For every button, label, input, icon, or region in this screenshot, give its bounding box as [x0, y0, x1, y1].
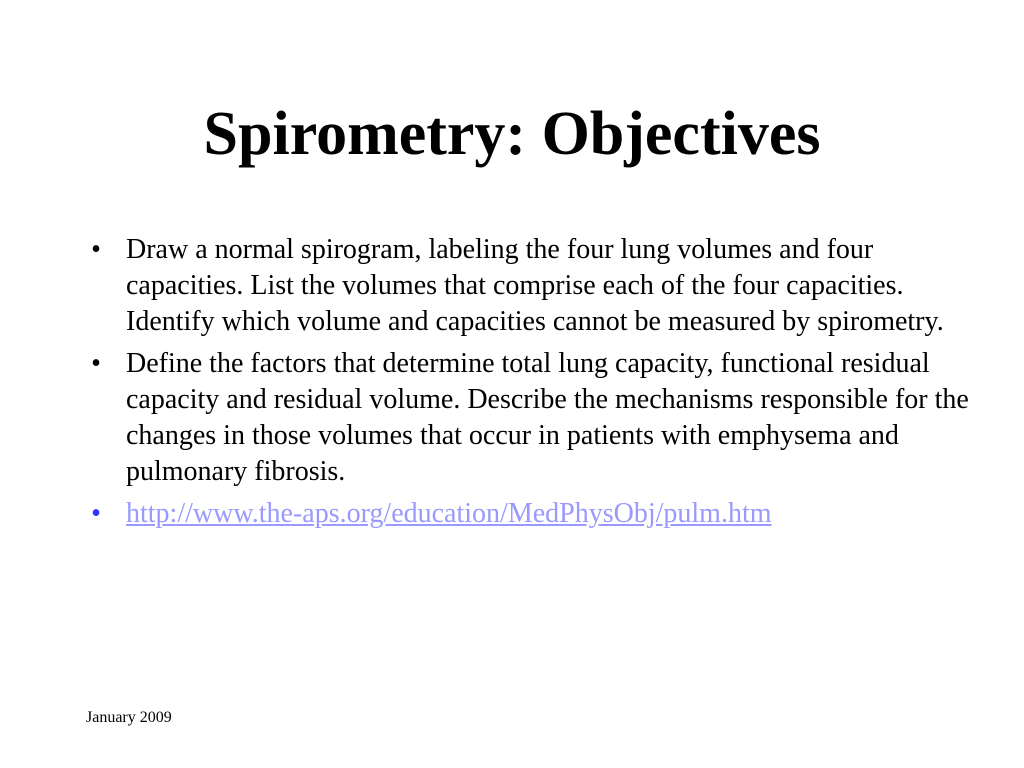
aps-objectives-link[interactable]: http://www.the-aps.org/education/MedPhysObj/pulm.htm [126, 498, 772, 529]
bullet-icon: • [91, 234, 101, 265]
slide-title: Spirometry: Objectives [203, 100, 821, 168]
objective-item-link [86, 496, 986, 532]
objective-item-spirogram [86, 232, 986, 340]
objectives-list [86, 232, 986, 538]
objective-text: Draw a normal spirogram, labeling the four lung volumes and four capacities. List the volumes that comprise each of the four capacities. Identify which volume and capacities cannot be measured by spirometry. [126, 234, 944, 337]
bullet-icon: • [91, 498, 101, 529]
bullet-icon: • [91, 348, 101, 379]
objective-item-lung-capacity [86, 346, 986, 490]
objective-text: Define the factors that determine total lung capacity, functional residual capacity and residual volume. Describe the mechanisms responsible for the changes in those volumes that occur in patients with emphysema and pulmonary fibrosis. [126, 348, 969, 487]
slide-footer-date: January 2009 [86, 709, 172, 726]
